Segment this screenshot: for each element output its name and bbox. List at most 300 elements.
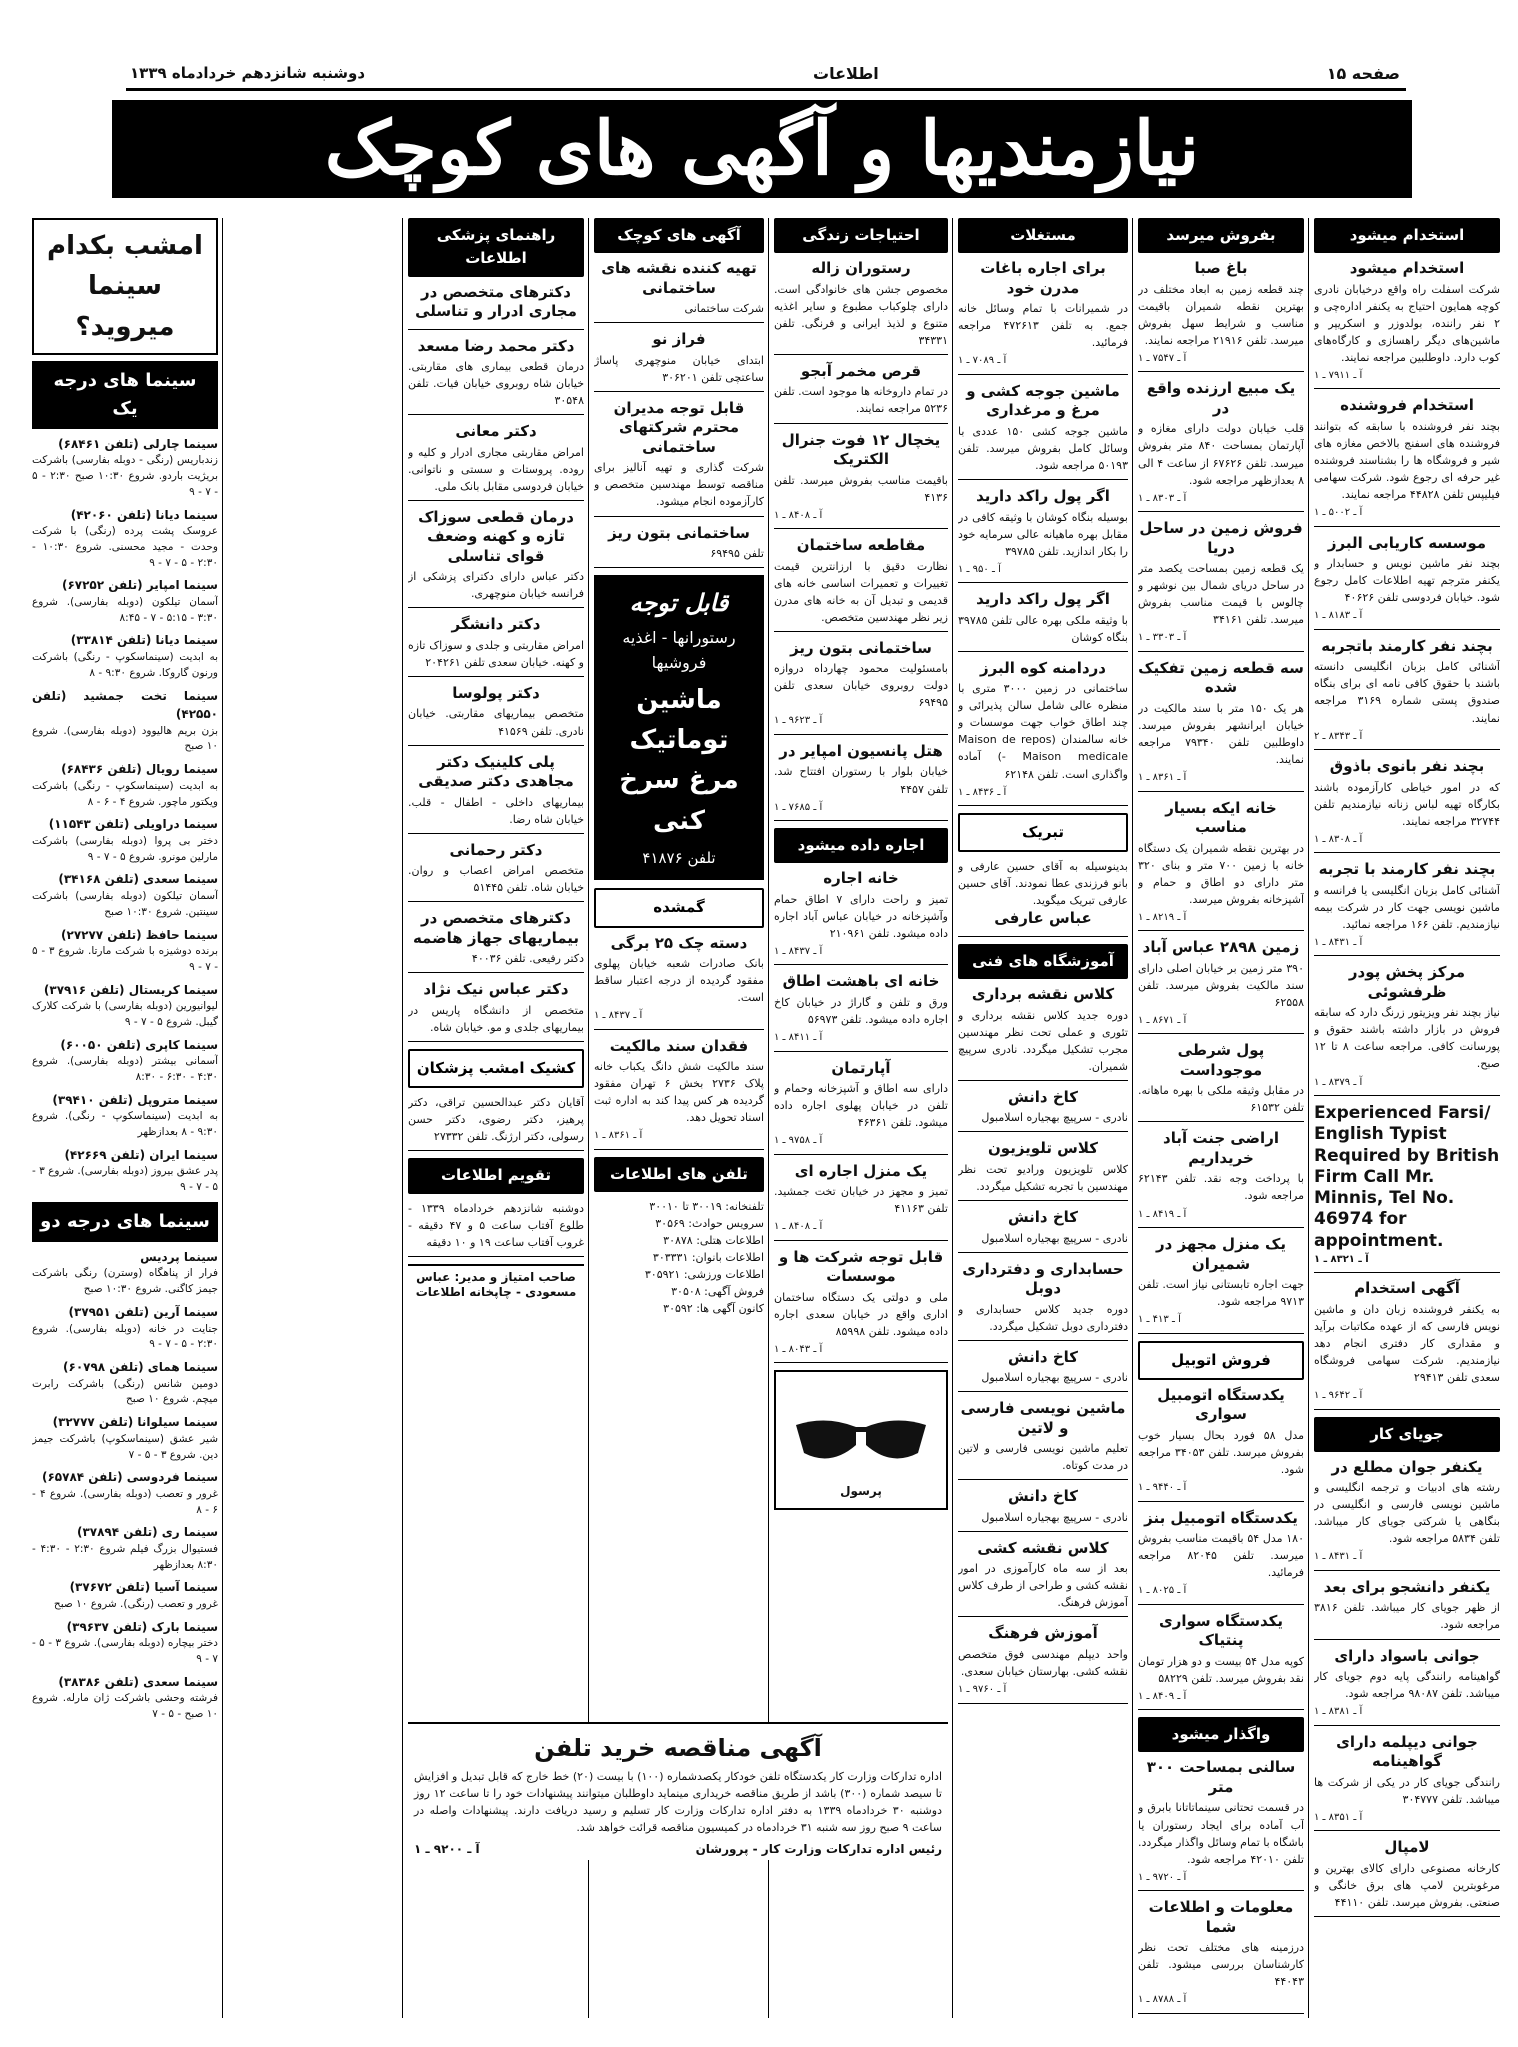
ad-body: آقایان دکتر عبدالحسین تراقی، دکتر پرهیز، دکتر رضوی، دکتر حسن رسولی، دکتر ارژنگ. تلفن ۲۷۳۳۲	[408, 1096, 584, 1144]
ad-title: مقاطعه ساختمان	[796, 536, 926, 555]
cinema-listing	[32, 870, 218, 920]
cinema-name: سینما امپایر (تلفن ۶۷۲۵۲)	[61, 578, 218, 593]
classified-ad	[408, 753, 584, 834]
cinema-listing	[32, 435, 218, 501]
restaurant-machine-ad	[594, 575, 764, 880]
classified-ad	[774, 1162, 948, 1241]
classified-ad	[594, 1037, 764, 1150]
phone-entry: تلفنخانه: ۳۰۰۱۹ تا ۳۰۰۱۰	[649, 1200, 764, 1214]
ad-body: ۳۹۰ متر زمین بر خیابان اصلی دارای سند مالکیت بفروش میرسد. تلفن ۶۲۵۵۸	[1138, 961, 1304, 1009]
ad-title: معلومات و اطلاعات شما	[1148, 1898, 1294, 1936]
ad-title: یکنفر دانشجو برای بعد	[1323, 1577, 1491, 1596]
classified-ad	[958, 985, 1128, 1081]
ad-title: خانه ایکه بسیار مناسب	[1165, 798, 1277, 836]
ad-code: آ ـ ۸۴۰۸ ـ ۱	[774, 509, 823, 521]
classified-ad	[958, 1539, 1128, 1618]
cinema-program: آسمان تیلکون (دوبله بفارسی). شروع ۳:۳۰ - ۵:۱۵ - ۷ - ۸:۴۵	[32, 595, 218, 624]
ad-title: دکتر معانی	[455, 422, 537, 441]
ad-title: کلاس نقشه کشی	[977, 1538, 1109, 1557]
cinema-name: سینما سعدی (تلفن ۳۸۳۸۶)	[58, 1674, 218, 1689]
classified-ad	[1314, 757, 1500, 853]
classified-ad	[1138, 1509, 1304, 1605]
classified-ad	[408, 980, 584, 1042]
cinema-name: سینما دیانا (تلفن ۳۳۸۱۴)	[70, 633, 218, 648]
ad-title: کاخ دانش	[1007, 1087, 1079, 1106]
classified-ad	[1138, 1129, 1304, 1228]
section-header: آگهی های کوچک	[594, 218, 764, 253]
ad-title: دکترهای متخصص در بیماریهای جهاز هاضمه	[412, 909, 580, 947]
cinema-listing	[32, 1413, 218, 1463]
classified-ad	[774, 1248, 948, 1364]
cinema-name: سینما سیلوانا (تلفن ۳۲۷۷۷)	[52, 1415, 218, 1430]
ad-body: نیاز بچند نفر ویزیتور زرنگ دارد که سابقه فروش در بازار داشته باشند حقوق و پورسانت کافی. مراجعه ساعت ۸ تا ۱۲ صبح.	[1314, 1006, 1500, 1071]
classified-ad	[1138, 1386, 1304, 1502]
ad-code: آ ـ ۷۵۴۷ ـ ۱	[1138, 352, 1187, 364]
section-header: گمشده	[594, 888, 764, 927]
ad-body: بچند نفر ماشین نویس و حسابدار و یکنفر مترجم تهیه اطلاعات کامل رجوع شود. خیابان فردوسی تلفن ۴۰۶۲۶	[1314, 557, 1500, 605]
ad-body: چند قطعه زمین به ابعاد مختلف در بهترین نقطه شمیران باقیمت مناسب و شرایط سهل بفروش میرسد. تلفن ۲۱۹۱۶ مراجعه نمایند.	[1138, 282, 1304, 347]
ad-subline: رستورانها - اغذیه فروشیها	[622, 628, 736, 673]
cinema-program: فرار از پناهگاه (وسترن) رنگی باشرکت جیمز کاگنی. شروع ۱۰:۳۰ صبح	[32, 1267, 218, 1296]
tender-notice	[408, 1722, 948, 1860]
classified-ad	[1138, 519, 1304, 652]
classified-ad	[774, 536, 948, 632]
section-header: جویای کار	[1314, 1417, 1500, 1452]
masthead-title: نیازمندیها و آگهی های کوچک	[324, 106, 1200, 192]
cinema-name: سینما تخت جمشید (تلفن ۴۲۵۵۰)	[32, 688, 218, 722]
calendar-text: دوشنبه شانزدهم خردادماه ۱۳۳۹ - طلوع آفتاب ساعت ۵ و ۴۷ دقیقه - غروب آفتاب ساعت ۱۹ و ۱۰ دقیقه	[408, 1201, 584, 1249]
ad-body: که در امور خیاطی کارآزموده باشند بکارگاه تهیه لباس زنانه نیازمندیم تلفن ۳۲۷۴۴ مراجعه نمایند.	[1314, 780, 1500, 828]
classified-ad	[1314, 1458, 1500, 1571]
classified-ad	[408, 684, 584, 746]
ad-code: آ ـ ۸۳۰۸ ـ ۱	[1314, 833, 1363, 845]
cinema-program: به ابدیت (سینماسکوپ - رنگی). شروع ۹:۳۰ - ۸ بعدازظهر	[32, 1110, 218, 1139]
cinema-listing	[32, 1091, 218, 1141]
ad-body: ساختمانی در زمین ۳۰۰۰ متری با منظره عالی شامل سالن پذیرائی و چند اطاق خواب جهت موسسات و خانه سالمندان (Maison de repos - Maison medicale) آماده واگذاری است. تلفن ۶۲۱۴۸	[958, 682, 1128, 781]
ad-body: هر یک ۱۵۰ متر با سند مالکیت در خیابان ایرانشهر بفروش میرسد. داوطلبین تلفن ۷۹۳۴۰ مراجعه نمایند.	[1138, 701, 1304, 766]
ad-title: بچند نفر کارمند باتجربه	[1321, 636, 1493, 655]
ad-title: خانه اجاره	[823, 869, 899, 888]
cinema-program: بزن بریم هالیوود (دوبله بفارسی). شروع ۱۰ صبح	[32, 724, 218, 753]
ad-title: سه قطعه زمین تفکیک شده	[1138, 658, 1304, 697]
classified-ad	[774, 639, 948, 735]
classified-ad	[1138, 379, 1304, 512]
ad-body: به یکنفر فروشنده زبان دان و ماشین نویس فارسی که از عهده مکاتبات برآید و مقداری کار دفتری انجام دهد نیازمندیم. شرکت سهامی فروشگاه سعدی تلفن ۲۹۴۱۳	[1314, 1302, 1500, 1384]
classified-ad	[774, 362, 948, 424]
classified-ad	[1138, 259, 1304, 372]
column-cinemas	[32, 218, 218, 2028]
cinema-listing	[32, 1468, 218, 1518]
ad-body: امراض مقاربتی و جلدی و سوزاک تازه و کهنه. خیابان سعدی تلفن ۲۰۴۲۶۱	[408, 638, 584, 669]
ad-title: بچند نفر بانوی باذوق	[1329, 757, 1485, 776]
section-header: سینما های درجه دو	[32, 1202, 218, 1242]
ad-title: سالنی بمساحت ۳۰۰ متر	[1146, 1758, 1296, 1796]
ad-body: بیماریهای داخلی - اطفال - قلب. خیابان شاه رضا.	[408, 795, 584, 826]
paper-name: اطلاعات	[813, 63, 879, 83]
ad-body: واحد دیپلم مهندسی فوق متخصص نقشه کشی. بهارستان خیابان سعدی.	[958, 1647, 1128, 1679]
ad-body: جهت اجاره تابستانی نیاز است. تلفن ۹۷۱۳ مراجعه شود.	[1138, 1278, 1304, 1309]
cinema-program: شیر عشق (سینماسکوپ) باشرکت جیمز دین. شروع ۳ - ۵ - ۷	[32, 1432, 218, 1461]
ad-code: آ ـ ۷۶۸۵ ـ ۱	[774, 801, 823, 813]
english-ad-text: Experienced Farsi/ English Typist Required by British Firm Call Mr. Minnis, Tel No. 46974 for appointment.	[1314, 1103, 1500, 1251]
cinema-name: سینما فردوسی (تلفن ۶۵۷۸۴)	[42, 1470, 218, 1485]
ad-code: آ ـ ۸۳۴۳ ـ ۲	[1314, 730, 1363, 742]
classified-ad	[594, 524, 764, 569]
classified-ad	[774, 869, 948, 965]
classified-ad	[958, 382, 1128, 480]
section-header: تلفن های اطلاعات	[594, 1157, 764, 1192]
ad-code: آ ـ ۸۰۲۵ ـ ۱	[1138, 1585, 1187, 1597]
ad-body: با پرداخت وجه نقد. تلفن ۶۲۱۴۳ مراجعه شود.	[1138, 1172, 1304, 1203]
cinema-program: دختر بیچاره (دوبله بفارسی). شروع ۳ - ۵ - ۷ - ۹	[32, 1637, 218, 1666]
column-divider	[1132, 218, 1133, 2018]
ad-title: کاخ دانش	[1007, 1347, 1079, 1366]
classified-ad	[958, 590, 1128, 652]
ad-title: هتل پانسیون امپایر در	[779, 741, 943, 760]
cinema-program: آسمان تیلکون (دوبله بفارسی) باشرکت سینتین. شروع ۱۰:۳۰ صبح	[32, 890, 218, 918]
classified-ad	[774, 1059, 948, 1155]
ad-title: فراز نو	[652, 330, 706, 349]
column-real-estate	[958, 218, 1128, 2028]
classified-ad	[958, 1399, 1128, 1480]
ad-body: ماشین جوجه کشی ۱۵۰ عددی با وسائل کامل بفروش میرسد. تلفن ۵۰۱۹۳ مراجعه شود.	[958, 424, 1128, 472]
cinema-program: زندباریس (رنگی - دوبله بفارسی) باشرکت بریژیت باردو. شروع ۱۰:۳۰ صبح ۲:۳۰ - ۵ - ۷ - ۹	[32, 454, 218, 498]
ad-title: مرکز پخش پودر ظرفشوئی	[1348, 963, 1466, 1001]
ad-body: بوسیله بنگاه کوشان با وثیقه کافی در مقابل بهره ماهیانه عالی سرمایه خود را بکار اندازید. تلفن ۳۹۷۸۵	[958, 510, 1128, 558]
cinema-listing	[32, 760, 218, 810]
tender-body: اداره تدارکات وزارت کار یکدستگاه تلفن خودکار یکصدشماره (۱۰۰) با بیست (۲۰) خط خارج که قابل تبدیل و افزایش تا سیصد شماره (۳۰۰) باشد از طریق مناقصه خریداری مینماید داوطلبان میتوانند پیشنهادات خود را تا ساعت ۱۲ روز دوشنبه ۳۰ خردادماه ۱۳۳۹ به دفتر اداره تدارکات وزارت کار تسلیم و رسید دریافت دارند. پیشنهادات واصله در ساعت ۹ صبح روز سه شنبه ۳۱ خردادماه در کمیسیون مناقصه قرائت خواهد شد.	[414, 1770, 943, 1835]
ad-product: ماشین توماتیک مرغ سرخ کنی	[619, 684, 739, 836]
cinema-program: فستیوال بزرگ فیلم شروع ۲:۳۰ - ۴:۳۰ - ۸:۳۰ بعدازظهر	[32, 1542, 218, 1571]
ad-title: یکدستگاه سواری پنتیاک	[1158, 1611, 1283, 1650]
ad-title: یک مبیع ارزنده واقع در	[1146, 379, 1296, 417]
cinema-name: سینما همای (تلفن ۶۰۷۹۸)	[63, 1360, 218, 1375]
ad-body: بانک صادرات شعبه خیابان پهلوی مفقود گردیده از درجه اعتبار ساقط است.	[594, 957, 764, 1005]
classified-ad	[1138, 938, 1304, 1034]
column-divider	[222, 218, 223, 2018]
cinema-name: سینما کریستال (تلفن ۳۷۹۱۶)	[43, 982, 218, 997]
ad-title: دکتر دانشگر	[451, 615, 541, 634]
ad-body: شرکت گذاری و تهیه آنالیز برای مناقصه توسط مهندسین متخصص و کارآزموده انجام میشود.	[594, 461, 764, 509]
page-header	[130, 62, 1400, 84]
cinema-banner: امشب بکدام سینما میروید؟	[32, 218, 218, 355]
ad-code: آ ـ ۹۵۰ ـ ۱	[958, 563, 1001, 575]
classified-ad	[1314, 259, 1500, 389]
cinema-listing	[32, 576, 218, 626]
ad-body: نادری - سرپیچ بهجیاره اسلامبول	[981, 1371, 1128, 1385]
section-header: تبریک	[958, 813, 1128, 852]
ad-body: تعلیم ماشین نویسی فارسی و لاتین در مدت کوتاه.	[958, 1442, 1128, 1473]
ad-body: شرکت اسفلت راه واقع درخیابان نادری کوچه همایون احتیاج به یکنفر اداره‌چی و ۲ نفر راننده، بولدوزر و اسکریپر و ماشین‌های دیگر راهسازی و کارگاه‌های کوب دارد. داوطلبین مراجعه نمایند.	[1314, 282, 1500, 364]
ad-title: خانه ای باهشت اطاق	[782, 972, 940, 991]
ad-signature: عباس عارفی	[994, 909, 1092, 928]
ad-title: باغ صبا	[1194, 259, 1248, 278]
ad-code: آ ـ ۹۶۴۲ ـ ۱	[1314, 1390, 1363, 1401]
tender-title: آگهی مناقصه خرید تلفن	[534, 1734, 822, 1762]
ad-title: تهیه کننده نقشه های ساختمانی	[601, 259, 757, 297]
section-header: فروش اتوبیل	[1138, 1341, 1304, 1380]
section-header: اجاره داده میشود	[774, 828, 948, 863]
ad-body: شرکت ساختمانی	[684, 302, 764, 316]
cinema-name: سینما ری (تلفن ۳۷۸۹۴)	[76, 1525, 218, 1540]
ad-code: آ ـ ۸۳۷۹ ـ ۱	[1314, 1076, 1363, 1088]
cinema-listing	[32, 815, 218, 865]
phone-entry: اطلاعات ورزشی: ۳۰۵۹۲۱	[644, 1268, 764, 1282]
brand-name: پرسول	[840, 1483, 882, 1498]
sunglasses-ad	[774, 1370, 948, 1510]
cinema-listing	[32, 631, 218, 681]
classified-ad	[408, 841, 584, 903]
classified-ad	[1314, 534, 1500, 630]
cinema-program: دختر بی پروا (دوبله بفارسی) باشرکت مارلین مونرو. شروع ۵ - ۷ - ۹	[32, 834, 218, 863]
ad-body: دوره جدید کلاس نقشه برداری و تئوری و عملی تحت نظر مهندسین مجرب تشکیل میگردد. نادری سرپیچ شمیران.	[958, 1008, 1128, 1073]
classified-ad	[594, 399, 764, 517]
ad-body: دوره جدید کلاس حسابداری و دفترداری دوبل تشکیل میگردد.	[958, 1302, 1128, 1333]
ad-title: دکترهای متخصص در مجاری ادرار و تناسلی	[415, 282, 577, 320]
phone-entry: سرویس حوادث: ۳۰۵۶۹	[655, 1217, 764, 1231]
cinema-name: سینما رویال (تلفن ۶۸۴۳۶)	[61, 762, 218, 777]
cinema-name: سینما آسیا (تلفن ۳۷۶۷۲)	[69, 1580, 218, 1595]
ad-title: جوانی باسواد دارای	[1334, 1646, 1480, 1665]
cinema-program: لیوانیورین (دوبله بفارسی) با شرکت کلارک گیبل. شروع ۵ - ۷ - ۹	[32, 1000, 218, 1028]
ad-body: با وثیقه ملکی بهره عالی تلفن ۳۹۷۸۵ بنگاه کوشان	[958, 613, 1128, 644]
ad-body: نادری - سرپیچ بهجیاره اسلامبول	[981, 1111, 1128, 1125]
classified-ad	[1138, 1235, 1304, 1334]
cinema-name: سینما چارلی (تلفن ۶۸۴۶۱)	[58, 436, 218, 451]
classified-ad	[958, 659, 1128, 806]
ad-body: در شمیرانات با تمام وسائل خانه جمع. به تلفن ۴۷۲۶۱۳ مراجعه فرمائید.	[958, 302, 1128, 350]
ad-title: دکتر رحمانی	[449, 840, 543, 859]
cinema-listing	[32, 1036, 218, 1086]
ad-body: در قسمت تحتانی سینماتاتانا بابرق و آب آماده برای ایجاد رستوران یا باشگاه با تمام وسائل واگذار میگردد. تلفن ۴۲۰۱۰ مراجعه شود.	[1138, 1801, 1304, 1866]
ad-title: یک منزل اجاره ای	[794, 1161, 928, 1180]
ad-title: حسابداری و دفترداری دوبل	[962, 1259, 1124, 1298]
ad-body: تلفن ۶۹۴۹۵	[710, 547, 764, 561]
classified-ad	[1314, 396, 1500, 526]
congrats-ad	[958, 858, 1128, 937]
classified-ad	[594, 934, 764, 1030]
ad-code: آ ـ ۸۳۲۱ ـ ۱	[1314, 1253, 1369, 1265]
section-header: آموزشگاه های فنی	[958, 944, 1128, 979]
classified-ad	[1314, 1838, 1500, 1917]
ad-code: آ ـ ۹۷۶۰ ـ ۱	[958, 1684, 1007, 1696]
ad-title: لامپال	[1384, 1838, 1430, 1857]
classified-ad	[958, 259, 1128, 375]
ad-body: باقیمت مناسب بفروش میرسد. تلفن ۴۱۳۶	[774, 473, 948, 504]
ad-body: ورق و تلفن و گاراژ در خیابان کاخ اجاره داده میشود. تلفن ۵۶۹۷۳	[774, 995, 948, 1026]
cinema-listing	[32, 1358, 218, 1408]
classified-ad	[408, 422, 584, 501]
calendar-box	[408, 1200, 584, 1257]
classified-ad	[958, 487, 1128, 583]
classified-ad	[408, 337, 584, 416]
section-header: راهنمای پزشکی اطلاعات	[408, 218, 584, 277]
classified-ad	[774, 972, 948, 1051]
classified-ad	[1138, 659, 1304, 792]
classified-ad	[1314, 637, 1500, 750]
cinema-program: به ابدیت (سینماسکوپ - رنگی) باشرکت ورنون گاروکا. شروع ۹:۳۰ - ۸	[32, 651, 218, 679]
ad-body: متخصص بیماریهای مقاربتی. خیابان نادری. تلفن ۴۱۵۶۹	[408, 707, 584, 738]
cinema-name: سینما متروپل (تلفن ۳۹۴۱۰)	[52, 1092, 218, 1107]
ad-code: آ ـ ۸۴۰۸ ـ ۱	[774, 1221, 823, 1233]
cinema-program: جنایت در خانه (دوبله بفارسی). شروع ۲:۳۰ - ۵ - ۷ - ۹	[32, 1322, 218, 1351]
ad-title: استخدام فروشنده	[1340, 396, 1474, 415]
cinema-name: سینما آرین (تلفن ۳۷۹۵۱)	[68, 1304, 218, 1319]
ad-body: رانندگی جویای کار در یکی از شرکت ها میباشد. تلفن ۳۰۴۷۷۷	[1314, 1775, 1500, 1806]
ad-code: آ ـ ۸۶۷۱ ـ ۱	[1138, 1014, 1187, 1026]
ad-title: دکتر عباس نیک نژاد	[423, 980, 569, 999]
cinema-name: سینما دیانا (تلفن ۴۲۰۶۰)	[70, 507, 218, 522]
ad-body: درمان قطعی بیماری های مقاربتی. خیابان شاه روبروی خیابان فیات. تلفن ۳۰۵۴۸	[408, 360, 584, 408]
cinema-listing	[32, 1618, 218, 1668]
ad-title: ماشین نویسی فارسی و لاتین	[960, 1399, 1126, 1437]
ad-body: بامسئولیت محمود چهارداه دروازه دولت روبروی خیابان سعدی تلفن ۶۹۴۹۵	[774, 662, 948, 710]
ad-body: امراض مقاربتی مجاری ادرار و کلیه و روده. پروستات و سستی و ناتوانی. خیابان فردوسی مقابل بانک ملی.	[408, 445, 584, 493]
ad-body: نادری - سرپیچ بهجیاره اسلامبول	[981, 1231, 1128, 1245]
cinema-listing	[32, 1523, 218, 1573]
ad-body: ۱۸۰ مدل ۵۴ باقیمت مناسب بفروش میرسد. تلفن ۸۲۰۴۵ مراجعه فرمائید.	[1138, 1532, 1304, 1580]
section-header: بفروش میرسد	[1138, 218, 1304, 253]
classified-ad	[1314, 860, 1500, 956]
ad-body: دکتر رفیعی. تلفن ۴۰۰۳۶	[471, 952, 584, 966]
ad-body: آشنائی کامل بزبان انگلیسی یا فرانسه و ماشین نویسی جهت کار در شرکت بیمه نیازمندیم. تلفن ۱۶۶ مراجعه نمائید.	[1314, 883, 1500, 931]
cinema-listing	[32, 981, 218, 1031]
ad-title: یکدستگاه اتومبیل سواری	[1157, 1385, 1285, 1424]
ad-body: سند مالکیت شش دانگ یکباب خانه پلاک ۲۷۳۶ بخش ۶ تهران مفقود گردیده هر کس پیدا کند به اداره ثبت اسناد تحویل دهد.	[594, 1060, 764, 1125]
ad-body: دکتر عباس دارای دکترای پزشکی از فرانسه خیابان منوچهری.	[408, 570, 584, 601]
classified-ad	[594, 330, 764, 392]
phone-entry: کانون آگهی ها: ۳۰۵۹۲	[663, 1302, 764, 1316]
ad-code: آ ـ ۸۳۰۳ ـ ۱	[1138, 492, 1187, 504]
ad-code: آ ـ ۸۴۳۶ ـ ۱	[958, 786, 1007, 798]
section-header: سینما های درجه یک	[32, 361, 218, 429]
ad-code: آ ـ ۳۳۰۳ ـ ۱	[1138, 632, 1187, 644]
ad-code: آ ـ ۹۲۰۰ ـ ۱	[414, 1842, 480, 1857]
cinema-program: برنده دوشیزه با شرکت مارتا. شروع ۳ - ۵ - ۷ - ۹	[32, 945, 218, 973]
classified-ad	[1314, 1733, 1500, 1832]
ad-title: پول شرطی موجوداست	[1177, 1041, 1265, 1079]
cinema-listing	[32, 1673, 218, 1723]
ad-code: آ ـ ۷۹۱۱ ـ ۱	[1314, 369, 1363, 381]
ad-title: دسته چک ۲۵ برگی	[610, 933, 748, 952]
ad-code: آ ـ ۸۴۱۱ ـ ۱	[774, 1032, 823, 1044]
section-header: تقویم اطلاعات	[408, 1158, 584, 1193]
cinema-program: عروسک پشت پرده (رنگی) با شرکت وحدت - مجید محسنی. شروع ۱۰:۳۰ - ۲:۳۰ - ۵ - ۷ - ۹	[32, 525, 218, 569]
classified-ad	[958, 1348, 1128, 1393]
ad-title: کاخ دانش	[1007, 1208, 1079, 1227]
ad-code: آ ـ ۸۳۶۱ ـ ۱	[1138, 772, 1187, 783]
ad-code: آ ـ ۸۷۸۸ ـ ۱	[1138, 1994, 1187, 2006]
ad-title: موسسه کاریابی البرز	[1327, 533, 1487, 552]
classified-ad	[958, 1624, 1128, 1703]
english-ad	[1314, 1103, 1500, 1273]
ad-title: آموزش فرهنگ	[988, 1624, 1098, 1643]
classified-ad	[408, 615, 584, 677]
ad-code: آ ـ ۵۰۰۲ ـ ۱	[1314, 507, 1363, 519]
on-call-doctors	[408, 1094, 584, 1151]
ad-body: نظارت دقیق با ارزانترین قیمت تغییرات و تعمیرات اساسی خانه های قدیمی و تبدیل آن به خانه های مدرن زیر نظر مهندسین متخصص.	[774, 559, 948, 624]
publisher-footer: صاحب امتیاز و مدیر: عباس مسعودی - چاپخانه اطلاعات	[408, 1264, 584, 1301]
ad-title: رستوران زاله	[811, 259, 911, 278]
column-for-sale	[1138, 218, 1304, 2028]
ad-title: بچند نفر کارمند با تجربه	[1318, 860, 1496, 879]
ad-code: آ ـ ۸۳۶۱ ـ ۱	[594, 1130, 643, 1142]
section-header: کشیک امشب پزشکان	[408, 1049, 584, 1088]
classified-ad	[594, 259, 764, 323]
section-header: احتیاجات زندگی	[774, 218, 948, 253]
ad-body: دارای سه اطاق و آشپزخانه وحمام و تلفن در خیابان پهلوی اجاره داده میشود. تلفن ۴۶۳۶۱	[774, 1082, 948, 1130]
ad-body: بچند نفر فروشنده با سابقه که بتوانند فروشنده های اسفنج بالاخص مغازه های شیر و فروشگاه ها را بشناسند فروشنده غیر حرفه ای رجوع شود. شرکت سهامی فیلیپس تلفن ۴۴۸۲۸ مراجعه نمایند.	[1314, 419, 1500, 502]
classified-ad	[1138, 799, 1304, 932]
cinema-name: سینما حافظ (تلفن ۲۷۲۷۷)	[61, 927, 218, 942]
cinema-name: سینما پردیس	[140, 1249, 218, 1264]
ad-title: ساختمانی بتون ریز	[790, 638, 932, 657]
ad-title: قرص مخمر آبجو	[800, 361, 922, 380]
ad-title: اراضی جنت آباد خریداریم	[1163, 1129, 1279, 1167]
ad-code: آ ـ ۷۰۸۹ ـ ۱	[958, 355, 1007, 367]
ad-title: قابل توجه شرکت ها و موسسات	[778, 1247, 944, 1286]
ad-title: دردامنه کوه البرز	[980, 658, 1106, 677]
cinema-listing	[32, 1146, 218, 1196]
section-header: واگذار میشود	[1138, 1717, 1304, 1752]
ad-code: آ ـ ۸۳۸۱ ـ ۱	[1314, 1706, 1363, 1718]
classified-ad	[958, 1208, 1128, 1253]
header-rule	[126, 88, 1406, 91]
ad-body: مدل ۵۸ فورد بحال بسیار خوب بفروش میرسد. تلفن ۳۴۰۵۳ مراجعه شود.	[1138, 1428, 1304, 1476]
ad-body: خیابان بلوار با رستوران افتتاح شد. تلفن ۴۴۵۷	[774, 765, 948, 796]
ad-code: آ ـ ۸۴۳۱ ـ ۱	[1314, 1551, 1363, 1563]
classified-ad	[1138, 1758, 1304, 1891]
classified-ad	[958, 1139, 1128, 1201]
ad-body: در تمام داروخانه ها موجود است. تلفن ۵۲۳۶ مراجعه نمایند.	[774, 385, 948, 416]
ad-title: فروش زمین در ساحل دریا	[1139, 519, 1303, 557]
classified-ad	[408, 508, 584, 609]
classified-ad	[1138, 1612, 1304, 1711]
cinema-listing	[32, 687, 218, 756]
ad-body: متخصص امراض اعصاب و روان. خیابان شاه. تلفن ۵۱۴۴۵	[408, 864, 584, 895]
classified-ad	[774, 742, 948, 821]
cinema-program: غرور و تعصب (دوبله بفارسی). شروع ۴ - ۶ - ۸	[32, 1487, 218, 1516]
ad-body: تمیز و راحت دارای ۷ اطاق حمام وآشپزخانه در خیابان عباس آباد اجاره داده میشود. تلفن ۲۱۰۹۶۱	[774, 892, 948, 940]
ad-code: آ ـ ۸۴۳۱ ـ ۱	[1314, 936, 1363, 948]
ad-title: جوانی دیپلمه دارای گواهینامه	[1336, 1732, 1478, 1771]
ad-title: آپارتمان	[831, 1058, 891, 1077]
ad-title: زمین ۲۸۹۸ عباس آباد	[1142, 938, 1300, 957]
ad-code: آ ـ ۸۲۱۹ ـ ۱	[1138, 911, 1187, 923]
ad-title: استخدام میشود	[1349, 259, 1465, 278]
classified-ad	[1314, 1578, 1500, 1640]
cinema-program: پدر عشق بیروز (دوبله بفارسی). شروع ۳ - ۵ - ۷ - ۹	[32, 1165, 218, 1194]
cinema-program: فرشته وحشی باشرکت ژان مارله. شروع ۱۰ صبح - ۵ - ۷	[32, 1692, 218, 1721]
ad-body: مخصوص جشن های خانوادگی است. دارای چلوکباب مطبوع و سایر اغذیه متنوع و لذیذ ایرانی و فرنگی. تلفن ۳۴۳۳۱	[774, 282, 948, 347]
cinema-listing	[32, 1578, 218, 1612]
ad-body: گواهینامه رانندگی پایه دوم جویای کار میباشد. تلفن ۹۸۰۸۷ مراجعه شود.	[1314, 1670, 1500, 1701]
cinema-program: غرور و تعصب (رنگی). شروع ۱۰ صبح	[53, 1598, 218, 1611]
ad-body: رشته های ادبیات و ترجمه انگلیسی و ماشین نویسی فارسی و انگلیسی در بنگاهی یا شرکتی جویای کار میباشد. تلفن ۵۸۳۴ مراجعه شود.	[1314, 1481, 1500, 1546]
ad-code: آ ـ ۸۳۵۱ ـ ۱	[1314, 1811, 1363, 1823]
cinema-program: به ابدیت (سینماسکوپ - رنگی) باشرکت ویکتور ماچور. شروع ۴ - ۶ - ۸	[32, 779, 218, 808]
classified-ad	[1138, 1041, 1304, 1122]
ad-title: اگر پول راکد دارید	[976, 590, 1110, 609]
ad-title: کلاس نقشه برداری	[971, 985, 1115, 1004]
phone-entry: اطلاعات هتلی: ۳۰۸۷۸	[663, 1234, 764, 1248]
cinema-name: سینما دراویلی (تلفن ۱۱۵۴۳)	[48, 817, 218, 832]
ad-code: آ ـ ۸۱۸۳ ـ ۱	[1314, 610, 1363, 622]
ad-phone: تلفن ۴۱۸۷۶	[642, 849, 716, 868]
ad-title: درمان قطعی سوزاک تازه و کهنه وضعف قوای تناسلی	[418, 507, 574, 565]
ad-code: آ ـ ۴۱۳ ـ ۱	[1138, 1314, 1181, 1326]
ad-headline: قابل توجه	[629, 589, 729, 618]
